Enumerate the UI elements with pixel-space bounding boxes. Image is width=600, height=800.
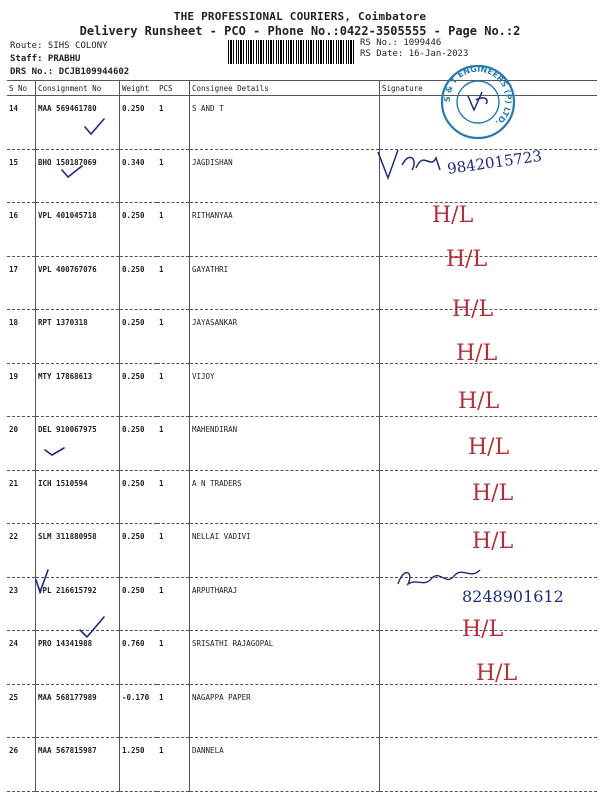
cell-consignee: MAHENDIRAN <box>190 417 380 471</box>
cell-consignment: SLM 311880958 <box>36 524 120 578</box>
cell-sno: 17 <box>7 256 36 310</box>
page-subtitle: Delivery Runsheet - PCO - Phone No.:0422-3505555 - Page No.:2 <box>79 24 521 38</box>
table-row <box>7 417 597 471</box>
cell-consignment: MAA 567815987 <box>36 738 120 792</box>
hl-mark: H/L <box>446 247 488 272</box>
barcode <box>228 40 354 64</box>
cell-pcs: 1 <box>157 149 190 203</box>
cell-sno: 23 <box>7 577 36 631</box>
hl-mark: H/L <box>472 529 514 554</box>
table-row <box>7 96 597 150</box>
cell-consignee: NELLAI VADIVI <box>190 524 380 578</box>
hl-mark: H/L <box>462 617 504 642</box>
cell-sno: 15 <box>7 149 36 203</box>
cell-consignee: GAYATHRI <box>190 256 380 310</box>
stamp-text: S & T ENGINEERS (P) LTD. <box>442 64 514 128</box>
table-row <box>7 256 597 310</box>
cell-weight: 0.250 <box>120 577 158 631</box>
cell-consignee: DANNELA <box>190 738 380 792</box>
cell-weight: 0.250 <box>120 256 158 310</box>
handwritten-phone: 8248901612 <box>462 587 564 606</box>
cell-consignee: ARPUTHARAJ <box>190 577 380 631</box>
col-sno: S No <box>7 81 36 96</box>
cell-weight: 0.760 <box>120 631 158 685</box>
cell-consignment: PRO 14341988 <box>36 631 120 685</box>
cell-pcs: 1 <box>157 96 190 150</box>
table-row <box>7 577 597 631</box>
table-row <box>7 470 597 524</box>
cell-signature <box>380 256 598 310</box>
cell-signature <box>380 470 598 524</box>
cell-pcs: 1 <box>157 684 190 738</box>
hl-mark: H/L <box>458 389 500 414</box>
cell-pcs: 1 <box>157 738 190 792</box>
route-label: Route: SIHS COLONY <box>10 41 108 51</box>
cell-consignee: A N TRADERS <box>190 470 380 524</box>
cell-signature <box>380 524 598 578</box>
hl-mark: H/L <box>432 203 474 228</box>
drs-number: DRS No.: DCJB109944602 <box>10 67 130 77</box>
table-row <box>7 363 597 417</box>
cell-signature <box>380 203 598 257</box>
cell-sno: 25 <box>7 684 36 738</box>
cell-pcs: 1 <box>157 363 190 417</box>
col-signature: Signature <box>380 81 598 96</box>
table-row <box>7 310 597 364</box>
table-row <box>7 203 597 257</box>
cell-pcs: 1 <box>157 470 190 524</box>
cell-consignee: JAGDISHAN <box>190 149 380 203</box>
cell-consignment: BHO 150187069 <box>36 149 120 203</box>
cell-consignment: VPL 400767076 <box>36 256 120 310</box>
cell-sno: 16 <box>7 203 36 257</box>
col-pcs: PCS <box>157 81 190 96</box>
cell-signature <box>380 310 598 364</box>
cell-weight: -0.170 <box>120 684 158 738</box>
staff-label: Staff: PRABHU <box>10 54 81 64</box>
col-consignee: Consignee Details <box>190 81 380 96</box>
cell-consignee: JAYASANKAR <box>190 310 380 364</box>
hl-mark: H/L <box>456 341 498 366</box>
cell-consignment: VPL 401045718 <box>36 203 120 257</box>
rs-date: RS Date: 16-Jan-2023 <box>360 49 469 59</box>
cell-consignee: RITHANYAA <box>190 203 380 257</box>
table-row <box>7 149 597 203</box>
hl-mark: H/L <box>468 435 510 460</box>
cell-sno: 22 <box>7 524 36 578</box>
cell-consignee: SRISATHI RAJAGOPAL <box>190 631 380 685</box>
cell-sno: 26 <box>7 738 36 792</box>
cell-sno: 14 <box>7 96 36 150</box>
cell-signature <box>380 684 598 738</box>
cell-sno: 20 <box>7 417 36 471</box>
cell-sno: 24 <box>7 631 36 685</box>
cell-consignment: ICH 1510594 <box>36 470 120 524</box>
table-row <box>7 684 597 738</box>
cell-consignment: VPL 216615792 <box>36 577 120 631</box>
cell-weight: 0.250 <box>120 363 158 417</box>
table-row <box>7 738 597 792</box>
table-header-row <box>7 81 597 96</box>
cell-consignment: RPT 1370318 <box>36 310 120 364</box>
cell-weight: 0.250 <box>120 470 158 524</box>
runsheet-table <box>7 80 597 792</box>
cell-sno: 19 <box>7 363 36 417</box>
cell-pcs: 1 <box>157 310 190 364</box>
cell-pcs: 1 <box>157 256 190 310</box>
rs-number: RS No.: 1099446 <box>360 38 442 48</box>
cell-weight: 1.250 <box>120 738 158 792</box>
cell-weight: 0.250 <box>120 524 158 578</box>
cell-consignment: DEL 910067975 <box>36 417 120 471</box>
col-weight: Weight <box>120 81 158 96</box>
cell-signature <box>380 363 598 417</box>
hl-mark: H/L <box>452 297 494 322</box>
handwritten-phone: 9842015723 <box>446 146 544 178</box>
cell-weight: 0.250 <box>120 310 158 364</box>
cell-weight: 0.250 <box>120 203 158 257</box>
cell-pcs: 1 <box>157 524 190 578</box>
page-title: THE PROFESSIONAL COURIERS, Coimbatore <box>173 10 427 23</box>
hl-mark: H/L <box>472 481 514 506</box>
cell-pcs: 1 <box>157 203 190 257</box>
cell-signature <box>380 96 598 150</box>
cell-weight: 0.250 <box>120 96 158 150</box>
cell-consignee: NAGAPPA PAPER <box>190 684 380 738</box>
hl-mark: H/L <box>476 661 518 686</box>
cell-weight: 0.250 <box>120 417 158 471</box>
cell-pcs: 1 <box>157 631 190 685</box>
cell-signature <box>380 738 598 792</box>
col-consignment: Consignment No <box>36 81 120 96</box>
cell-consignment: MTY 17868613 <box>36 363 120 417</box>
cell-consignment: MAA 569461780 <box>36 96 120 150</box>
cell-pcs: 1 <box>157 417 190 471</box>
table-row <box>7 524 597 578</box>
cell-consignee: VIJOY <box>190 363 380 417</box>
cell-pcs: 1 <box>157 577 190 631</box>
cell-signature <box>380 577 598 631</box>
cell-signature <box>380 146 598 203</box>
cell-signature <box>380 417 598 471</box>
cell-weight: 0.340 <box>120 149 158 203</box>
cell-consignment: MAA 568177989 <box>36 684 120 738</box>
table-row <box>7 631 597 685</box>
cell-consignee: S AND T <box>190 96 380 150</box>
cell-sno: 21 <box>7 470 36 524</box>
cell-sno: 18 <box>7 310 36 364</box>
cell-signature <box>380 631 598 685</box>
